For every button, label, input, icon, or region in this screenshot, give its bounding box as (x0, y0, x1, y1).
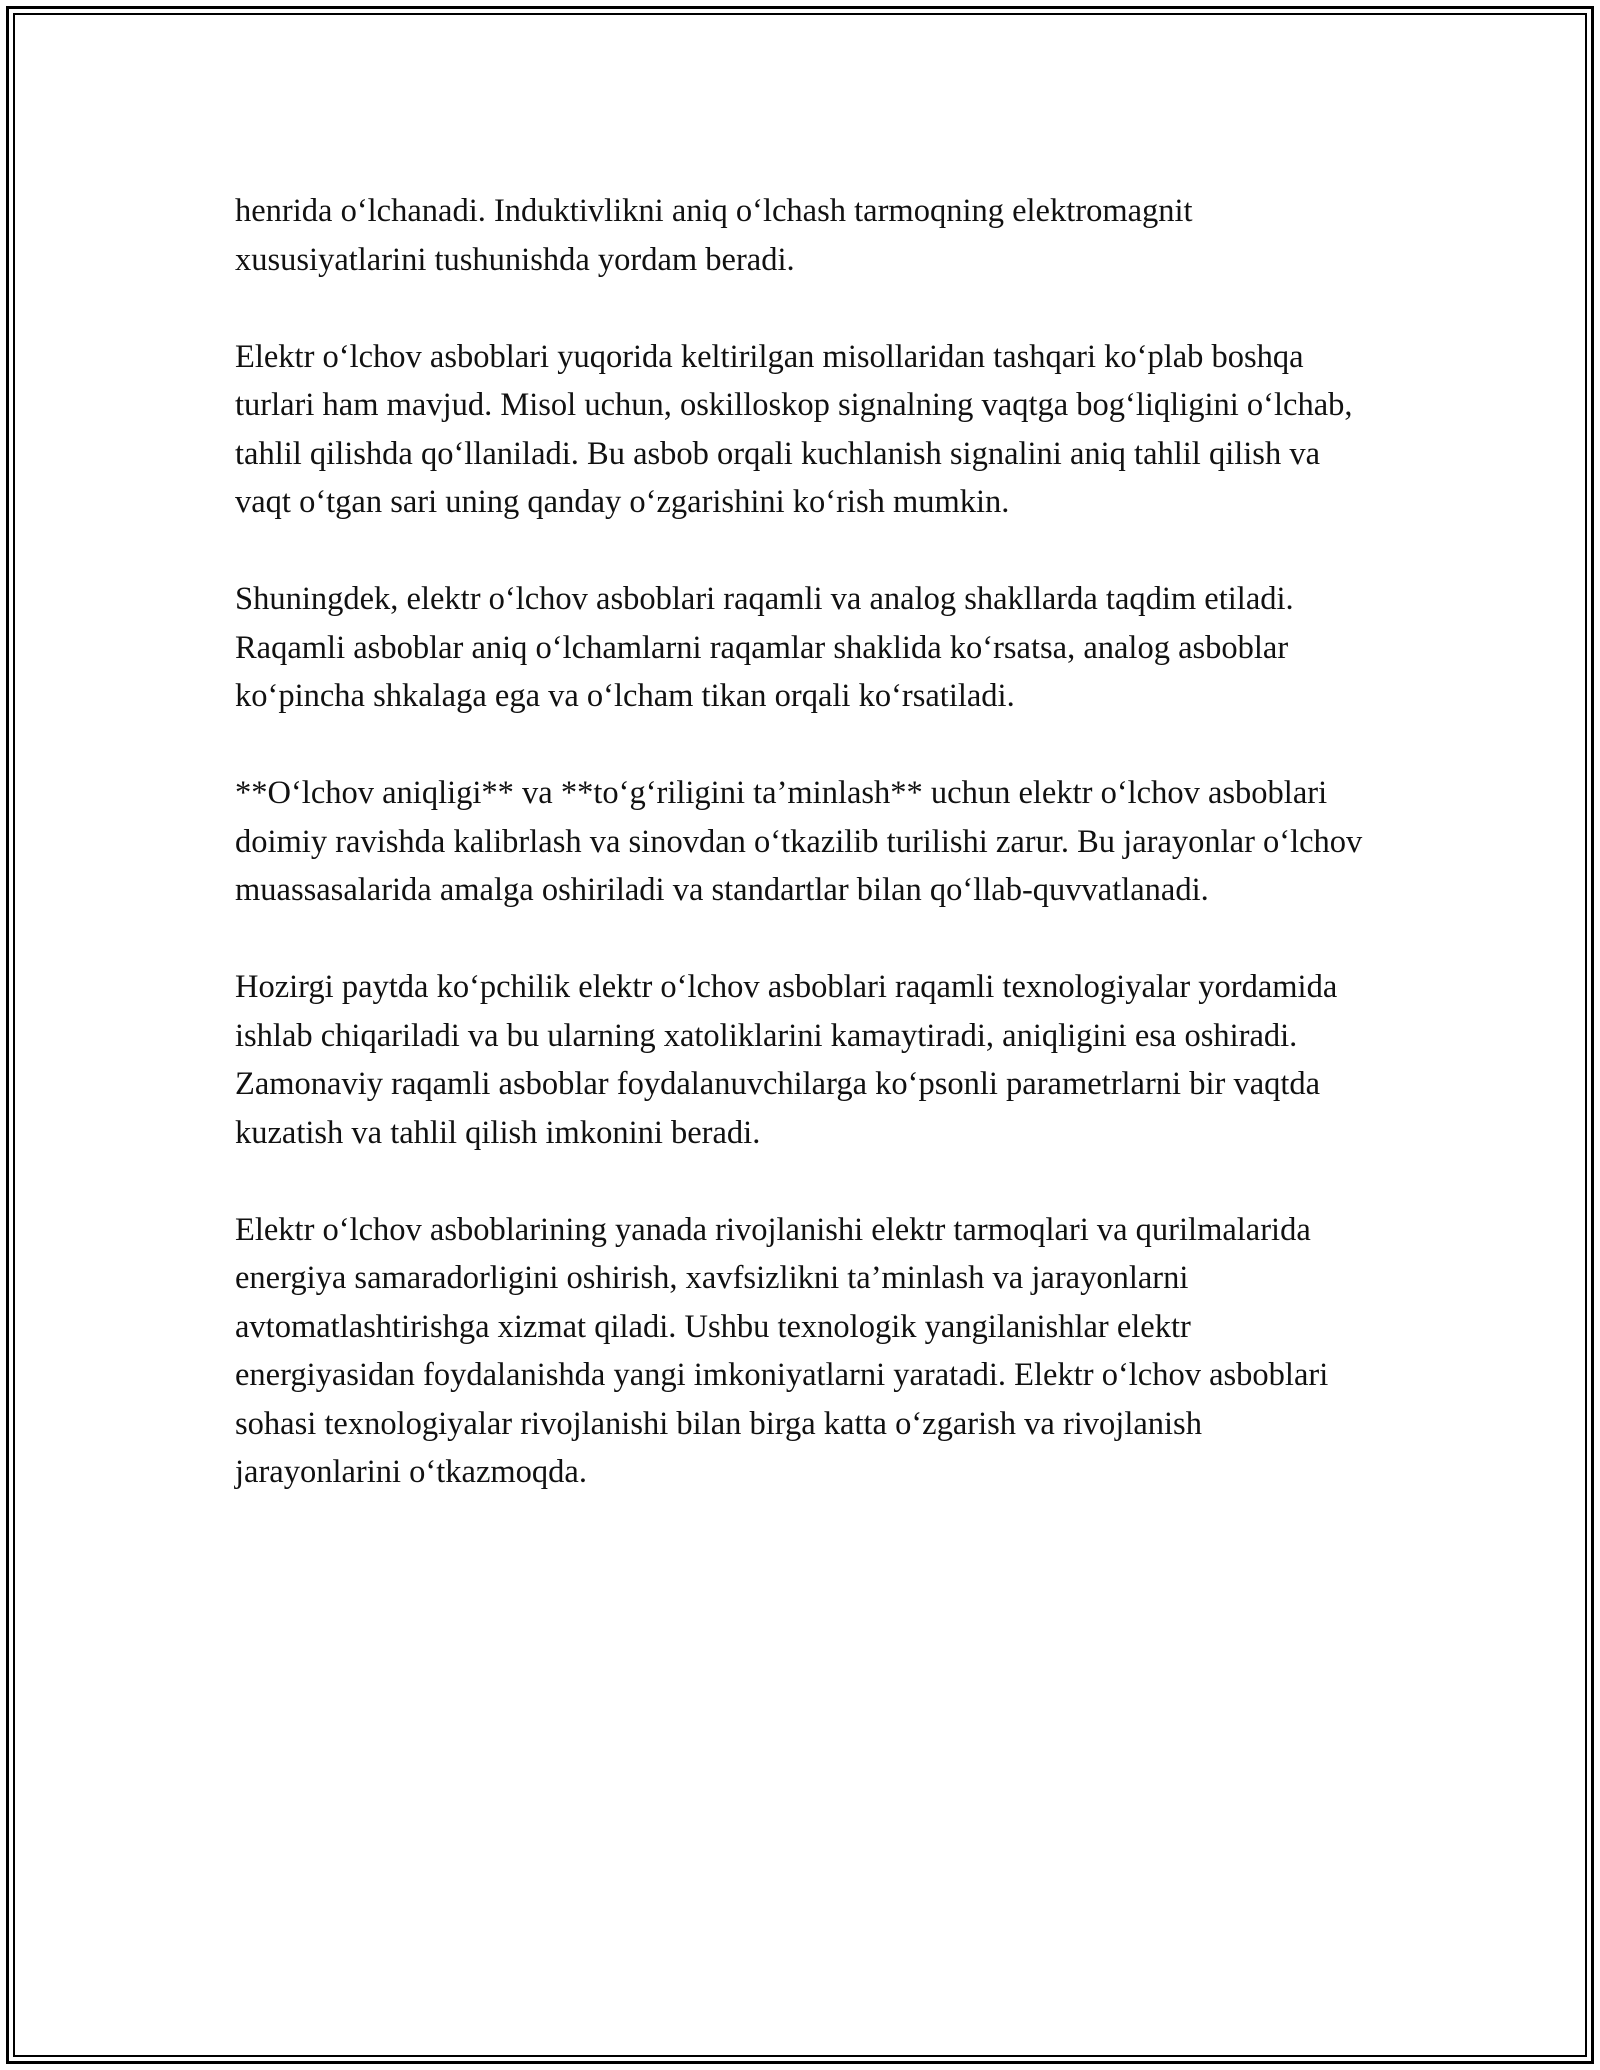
paragraph-inductance: henrida o‘lchanadi. Induktivlikni aniq o‘lchash tarmoqning elektromagnit xususiyatlarini tushunishda yordam beradi. (235, 193, 1193, 278)
paragraph-oscilloscope: Elektr o‘lchov asboblari yuqorida keltirilgan misollaridan tashqari ko‘plab boshqa turlari ham mavjud. Misol uchun, oskilloskop signalning vaqtga bog‘liqligini o‘lchab, tahlil qilishda qo‘llaniladi. Bu asbob orqali kuchlanish signalini aniq tahlil qilish va vaqt o‘tgan sari uning qanday o‘zgarishini ko‘rish mumkin. (235, 338, 1353, 520)
document-body (235, 187, 1375, 1545)
paragraph-calibration: **O‘lchov aniqligi** va **to‘g‘riligini ta’minlash** uchun elektr o‘lchov asboblari doimiy ravishda kalibrlash va sinovdan o‘tkazilib turilishi zarur. Bu jarayonlar o‘lchov muassasalarida amalga oshiriladi va standartlar bilan qo‘llab-quvvatlanadi. (235, 775, 1363, 908)
paragraph-digital-technology: Hozirgi paytda ko‘pchilik elektr o‘lchov asboblari raqamli texnologiyalar yordamida ishlab chiqariladi va bu ularning xatoliklarini kamaytiradi, aniqligini esa oshiradi. Zamonaviy raqamli asboblar foydalanuvchilarga ko‘psonli parametrlarni bir vaqtda kuzatish va tahlil qilish imkonini beradi. (235, 969, 1338, 1151)
paragraph-digital-analog: Shuningdek, elektr o‘lchov asboblari raqamli va analog shakllarda taqdim etiladi. Raqamli asboblar aniq o‘lchamlarni raqamlar shaklida ko‘rsatsa, analog asboblar ko‘pincha shkalaga ega va o‘lcham tikan orqali ko‘rsatiladi. (235, 581, 1294, 714)
paragraph-development: Elektr o‘lchov asboblarining yanada rivojlanishi elektr tarmoqlari va qurilmalarida energiya samaradorligini oshirish, xavfsizlikni ta’minlash va jarayonlarni avtomatlashtirishga xizmat qiladi. Ushbu texnologik yangilanishlar elektr energiyasidan foydalanishda yangi imkoniyatlarni yaratadi. Elektr o‘lchov asboblari sohasi texnologiyalar rivojlanishi bilan birga katta o‘zgarish va rivojlanish jarayonlarini o‘tkazmoqda. (235, 1211, 1329, 1490)
